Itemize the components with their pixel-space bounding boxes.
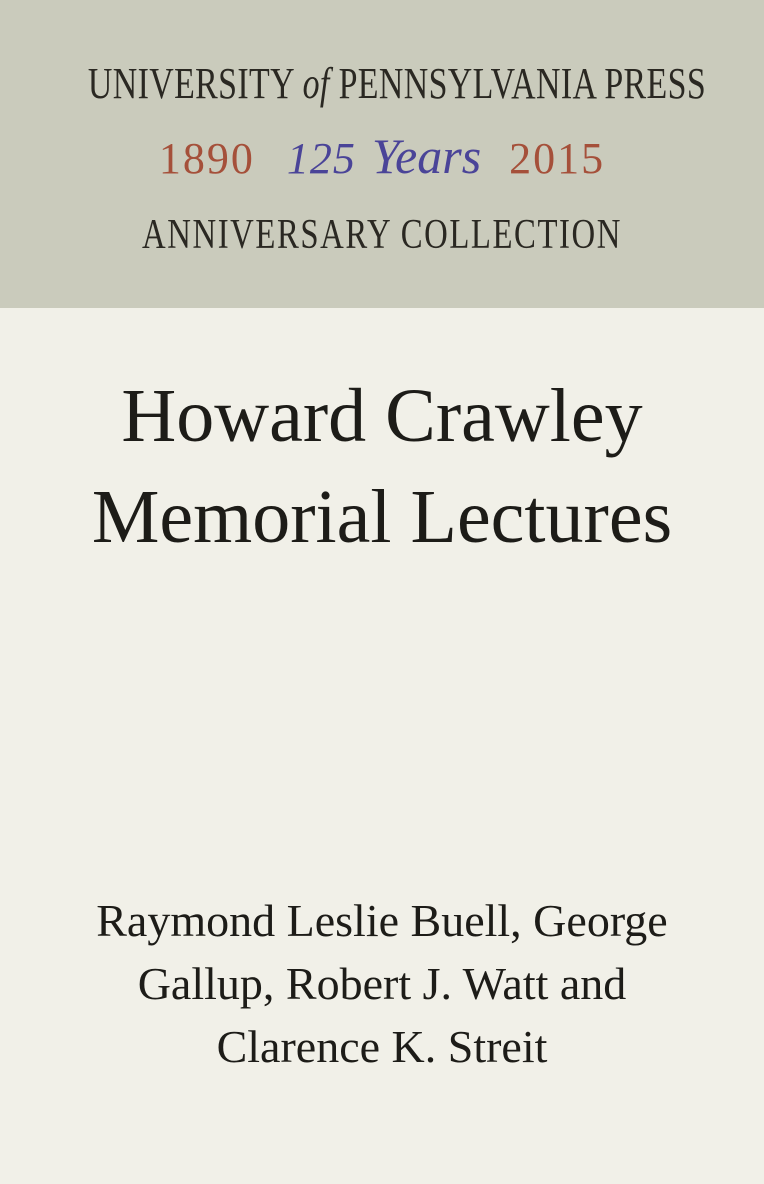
book-title-line2: Memorial Lectures: [91, 475, 673, 559]
publisher-name: [87, 59, 707, 108]
publisher-name-part2: PENNSYLVANIA PRESS: [338, 59, 707, 108]
publisher-banner: [0, 0, 764, 308]
book-authors-line1: Raymond Leslie Buell, George: [96, 895, 668, 946]
publisher-name-of: of: [302, 59, 330, 108]
anniversary-number: 125: [286, 134, 356, 183]
anniversary-start-year: 1890: [158, 134, 255, 183]
anniversary-years-word: Years: [371, 128, 482, 184]
anniversary-logo: [0, 128, 764, 184]
book-authors-line2: Gallup, Robert J. Watt and: [137, 958, 627, 1009]
book-title: [0, 366, 764, 568]
book-authors-line3: Clarence K. Streit: [216, 1021, 548, 1072]
collection-title: ANNIVERSARY COLLECTION: [142, 212, 622, 258]
publisher-name-part1: UNIVERSITY: [87, 59, 294, 108]
book-title-line1: Howard Crawley: [121, 374, 643, 458]
anniversary-end-year: 2015: [509, 134, 606, 183]
book-authors: [0, 889, 764, 1078]
